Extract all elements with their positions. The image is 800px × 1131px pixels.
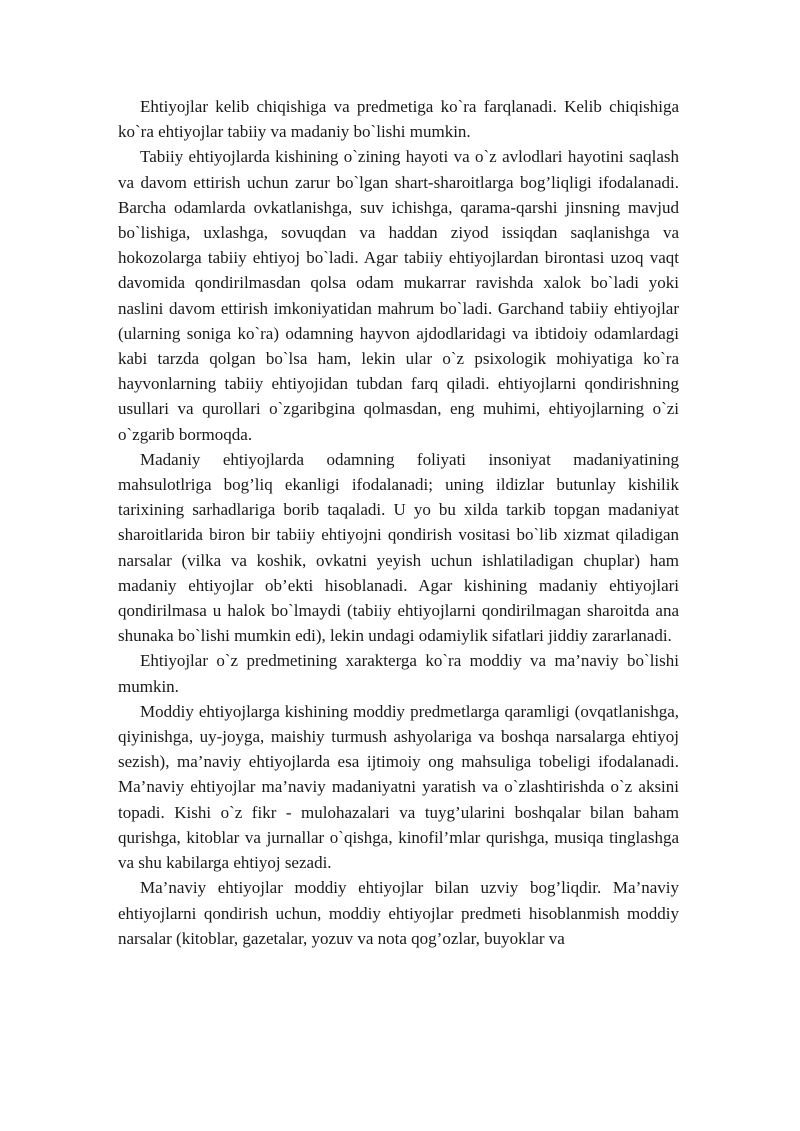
paragraph-4: Ehtiyojlar o`z predmetining xarakterga ko`ra moddiy va ma’naviy bo`lishi mumkin. (118, 651, 679, 696)
paragraph-5: Moddiy ehtiyojlarga kishining moddiy predmetlarga qaramligi (ovqatlanishga, qiyinishga, uy-joyga, maishiy turmush ashyolariga va boshqa narsalarga ehtiyoj sezish), ma’naviy ehtiyojlarda esa ijtimoiy ong mahsuliga tobeligi ifodalanadi. Ma’naviy ehtiyojlar ma’naviy madaniyatni yaratish va o`zlashtirishda o`z aksini topadi. Kishi o`z fikr - mulohazalari va tuyg’ularini boshqalar bilan baham qurishga, kitoblar va jurnallar o`qishga, kinofil’mlar qurishga, musiqa tinglashga va shu kabilarga ehtiyoj sezadi. (118, 701, 679, 873)
paragraph-2: Tabiiy ehtiyojlarda kishining o`zining hayoti va o`z avlodlari hayotini saqlash va davom ettirish uchun zarur bo`lgan shart-sharoitlarga bog’liqligi ifodalanadi. Barcha odamlarda ovkatlanishga, suv ichishga, qarama-qarshi jinsning mavjud bo`lishiga, uxlashga, sovuqdan va haddan ziyod issiqdan saqlanishga va hokozolarga tabiiy ehtiyoj bo`ladi. Agar tabiiy ehtiyojlardan birontasi uzoq vaqt davomida qondirilmasdan qolsa odam mukarrar ravishda xalok bo`ladi yoki naslini davom ettirish imkoniyatidan mahrum bo`ladi. Garchand tabiiy ehtiyojlar (ularning soniga ko`ra) odamning hayvon ajdodlaridagi va ibtidoiy odamlardagi kabi tarzda qolgan bo`lsa ham, lekin ular o`z psixologik mohiyatiga ko`ra hayvonlarning tabiiy ehtiyojidan tubdan farq qiladi. ehtiyojlarni qondirishning usullari va qurollari o`zgaribgina qolmasdan, eng muhimi, ehtiyojlarning o`zi o`zgarib bormoqda. (118, 147, 679, 444)
document-page (118, 94, 679, 951)
paragraph-3: Madaniy ehtiyojlarda odamning foliyati insoniyat madaniyatining mahsulotlriga bog’liq ekanligi ifodalanadi; uning ildizlar butunlay kishilik tarixining sarhadlariga borib taqaladi. U yo bu xilda tarkib topgan madaniyat sharoitlarida biron bir tabiiy ehtiyojni qondirish vositasi bo`lib xizmat qiladigan narsalar (vilka va koshik, ovkatni yeyish uchun ishlatiladigan chuplar) ham madaniy ehtiyojlar ob’ekti hisoblanadi. Agar kishining madaniy ehtiyojlari qondirilmasa u halok bo`lmaydi (tabiiy ehtiyojlarni qondirilmagan sharoitda ana shunaka bo`lishi mumkin edi), lekin undagi odamiylik sifatlari jiddiy zararlanadi. (118, 449, 679, 646)
paragraph-6: Ma’naviy ehtiyojlar moddiy ehtiyojlar bilan uzviy bog’liqdir. Ma’naviy ehtiyojlarni qondirish uchun, moddiy ehtiyojlar predmeti hisoblanmish moddiy narsalar (kitoblar, gazetalar, yozuv va nota qog’ozlar, buyoklar va (118, 878, 679, 948)
paragraph-1: Ehtiyojlar kelib chiqishiga va predmetiga ko`ra farqlanadi. Kelib chiqishiga ko`ra ehtiyojlar tabiiy va madaniy bo`lishi mumkin. (118, 97, 679, 142)
